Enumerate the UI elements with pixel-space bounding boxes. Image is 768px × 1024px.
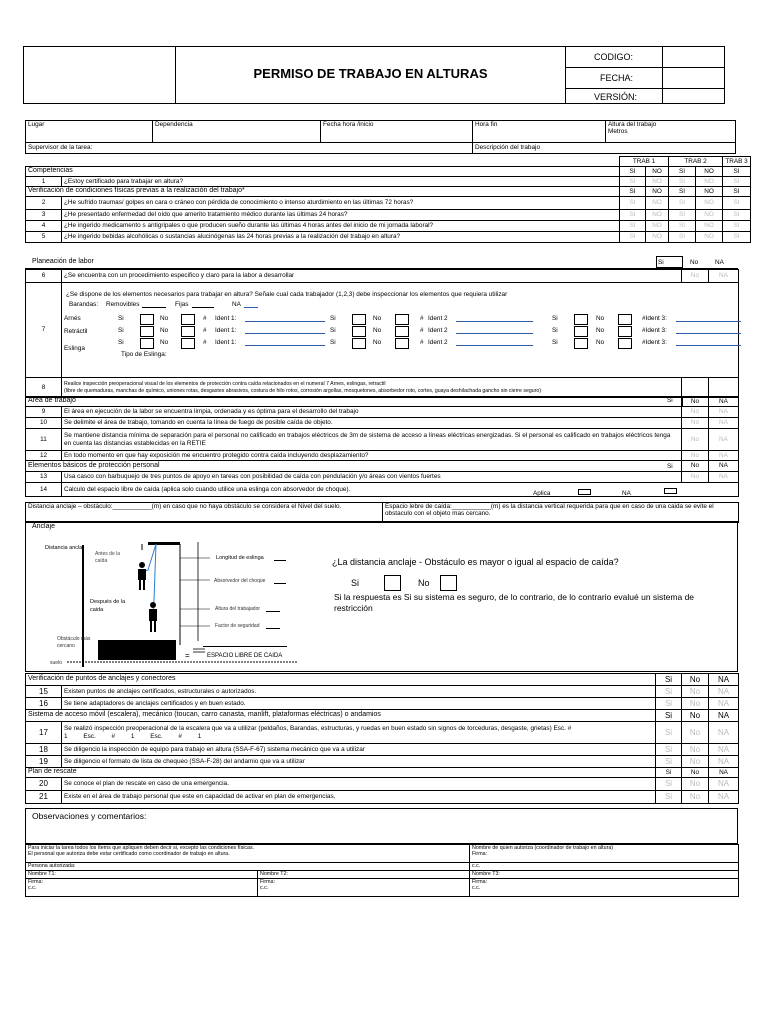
antes-caida-label: Antes de la caída [95,551,121,564]
col-na: NA [715,259,724,266]
question-text: El área en ejecución de la labor se encuentra limpia, ordenada y es óptima para el desarrollo del trabajo [62,407,682,418]
equals-sign: = [185,651,190,660]
col-no: No [690,259,699,266]
arnes-label: Arnés [64,315,81,322]
ident-label: Ident 2 [428,315,448,322]
no-label: No [418,578,430,588]
question-text: Se delimite el área de trabajo, tomando en cuenta la línea de fuego de posible caída de objeto. [62,418,682,429]
ident-label: #Ident 3: [642,339,667,346]
col-si: SI [723,187,751,197]
col-si: Si [667,463,673,470]
answer-si[interactable]: SI [723,177,751,187]
q-num: 5 [26,232,62,243]
col-no: No [682,768,709,778]
question-text: ¿Se encuentra con un procedimiento especifico y claro para la labor a desarrollar [62,270,682,283]
answer-no[interactable]: NO [646,221,669,232]
answer-si[interactable]: SI [620,210,646,221]
firma-label: Firma: [472,851,488,858]
altura-field[interactable] [606,121,736,143]
nombre-t3-field[interactable]: Nombre T3: [470,871,739,879]
no-label: No [160,327,169,334]
anchor-beam [148,542,180,545]
ident-label: Ident 2 [428,339,448,346]
answer-no[interactable]: No [682,744,709,756]
espacio-libre-field[interactable]: Espacio lebre de caída:___________(m) es la distancia vertical requerida para que en caso de una caida se evite el obstaculo con el objeto mas cercano. [383,503,739,523]
question-text: Usa casco con barbuquejo de tres puntos de apoyo en tareas con posibilidad de caída con pendulación y/o áreas con vientos fuertes [62,472,682,483]
col-no: No [682,674,709,686]
answer-si[interactable]: SI [669,210,696,221]
cc-label: c.c. [472,885,481,892]
despues-caida-label: Después de la caida [90,599,126,613]
col-na: NA [709,397,739,407]
answer-na[interactable]: NA [709,270,739,283]
answer-na[interactable]: NA [709,778,739,791]
answer-si[interactable]: SI [723,210,751,221]
answer-no[interactable]: NO [646,177,669,187]
q-num: 19 [26,756,62,768]
answer-na[interactable]: NA [709,756,739,768]
question-text: Se diligencio el formato de lista de chequeo (SSA-F-28) del andamio que va a utilizar [62,756,656,768]
hash-label: # [420,327,424,334]
answer-na[interactable]: NA [709,429,739,451]
answer-no[interactable]: No [682,698,709,710]
ident-label: Ident 1: [215,339,237,346]
no-checkbox[interactable] [395,314,409,325]
no-checkbox[interactable] [618,338,632,349]
si-checkbox[interactable] [574,338,588,349]
fijas-label: Fijas [175,301,189,308]
na-checkbox[interactable] [664,488,677,494]
eslinga-label: Eslinga [64,345,85,352]
ident-input-line[interactable] [676,333,741,334]
answer-no[interactable]: No [682,722,709,744]
col-si: Si [656,768,682,778]
col-si: Si [656,710,682,722]
ident-input-line[interactable] [456,345,533,346]
anclaje-question: ¿La distancia anclaje - Obstáculo es mayor o igual al espacio de caída? [332,557,619,567]
hash-label: # [420,315,424,322]
answer-si[interactable]: SI [723,197,751,210]
no-checkbox[interactable] [181,326,195,337]
espacio-libre-label: ESPACIO LIBRE DE CAIDA [207,653,283,659]
q-num: 18 [26,744,62,756]
no-checkbox[interactable] [618,314,632,325]
distancia-table [25,502,739,523]
si-box[interactable] [656,256,683,268]
ident-label: Ident 1: [215,327,237,334]
si-label: Si [330,315,336,322]
answer-na[interactable]: NA [709,407,739,418]
col-no: NO [646,187,669,197]
answer-si[interactable]: SI [669,221,696,232]
question-text: Existe en el área de trabajo personal que este en capacidad de activar en plan de emergencias. [62,791,656,804]
divider [565,46,566,104]
col-no: No [682,461,709,472]
question-text: ¿He presentado enfermedad del oído que amerito tratamiento médico durante las últimas 24 horas? [62,210,620,221]
si-label: Si [118,339,124,346]
col-no: NO [696,187,723,197]
trab2-header: TRAB 2 [669,157,723,167]
altura-label: Altura del trabajo [608,121,657,128]
answer-si[interactable]: Si [656,778,682,791]
q-num: 1 [26,177,62,187]
answer-no[interactable]: No [682,756,709,768]
answer-si[interactable]: SI [669,177,696,187]
hash-label: # [203,315,207,322]
cc-label[interactable]: c.c. [470,863,739,871]
removibles-line[interactable] [142,307,166,308]
ident-label: #Ident 3: [642,315,667,322]
q-num: 10 [26,418,62,429]
col-si: SI [669,167,696,177]
hash-label: # [203,339,207,346]
firma-label: Firma: [260,879,276,885]
answer-no[interactable]: No [682,418,709,429]
puntos-title: Verificación de puntos de anclajes y conectores [26,674,656,686]
longitud-eslinga-label: Longitud de eslinga [216,555,264,561]
answer-no[interactable]: NO [646,210,669,221]
firma-t1-field[interactable] [26,879,258,897]
fecha-label: FECHA: [600,73,634,83]
divider [565,67,725,68]
sistema-title: Sistema de acceso móvil (escalera), mecánico (toucan, carro canasta, manlift, plataformas eléctricas) o andamios [26,710,656,722]
answer-na[interactable]: NA [709,451,739,461]
q-num: 15 [26,686,62,698]
hash-label: # [203,327,207,334]
question-text: Se mantiene distancia mínima de separación para el personal no calificado en trabajos eléctricos de 3m de sistema de acceso a líneas eléctricas energizadas. Si el personal es calificado en trabajos eléctricos tenga en cuenta las distancias establecidas en la RETIE [62,429,682,451]
anclaje-title: Anclaje [32,523,55,530]
si-label: Si [552,339,558,346]
q17-line1: Se realizó inspección preoperacional de la escalera que va a utilizar (peldaños, Barandas, estructuras, y ruedas en buen estado sin signos de torceduras, desgaste, grietas) Esc. # [64,725,572,733]
trab1-header: TRAB 1 [620,157,669,167]
question-text: Se tiene adaptadores de anclajes certificados y en buen estado. [62,698,656,710]
si-checkbox[interactable] [140,338,154,349]
cc-label: c.c. [28,885,37,892]
ident-input-line[interactable] [456,321,533,322]
lugar-field[interactable]: Lugar [26,121,153,143]
competencias-table [25,156,751,243]
q-num: 17 [26,722,62,744]
firma-label: Firma: [28,879,44,885]
q1-text: ¿Estoy certificado para trabajar en altura? [62,177,620,187]
worker-after-icon [150,602,156,608]
no-checkbox[interactable] [395,326,409,337]
elementos-title: Elementos básicos de protección personal [26,461,682,472]
nombre-t2-field[interactable]: Nombre T2: [258,871,470,879]
firma-t3-field[interactable] [470,879,739,897]
verif-title: Verificación de condiciones físicas previas a la realización del trabajo* [26,187,620,197]
answer-si[interactable]: SI [620,221,646,232]
answer-si[interactable]: SI [723,221,751,232]
answer-si[interactable]: Si [656,744,682,756]
removibles-label: Removibles [106,301,140,308]
ident-input-line[interactable] [676,321,741,322]
si-checkbox[interactable] [384,575,401,591]
col-no: NO [696,167,723,177]
col-na: NA [709,768,739,778]
answer-na[interactable]: NA [709,791,739,804]
col-si: Si [667,397,673,404]
answer-no[interactable]: No [682,407,709,418]
q-num: 14 [26,483,62,497]
answer-si[interactable]: Si [656,791,682,804]
si-label: Si [330,339,336,346]
col-na: NA [709,674,739,686]
absorbedor-label: Absorvedor del choque [214,578,266,584]
altura-trabajador-label: Altura del trabajador [215,606,261,612]
si-checkbox[interactable] [140,314,154,325]
aplica-checkbox[interactable] [578,489,591,495]
area-table [25,396,739,497]
answer-no[interactable]: NO [646,197,669,210]
si-checkbox[interactable] [574,314,588,325]
ident-input-line[interactable] [245,321,325,322]
note-1: Para iniciar la tarea todos los ítems que apliquen deben decir si, excepto las condiciones físicas. [28,845,255,851]
no-label: No [373,339,382,346]
si-label: Si [552,327,558,334]
nombre-t1-field[interactable]: Nombre T1: [26,871,258,879]
ident-label: Ident 2 [428,327,448,334]
barandas-label: Barandas: [69,301,99,308]
descripcion-field[interactable]: Descripción del trabajo [473,143,736,154]
trab3-header: TRAB 3 [723,157,751,167]
divider [662,46,663,104]
lanyard-before [142,544,156,572]
question-text: ¿He sufrido traumas/ golpes en cara o cráneo con pérdida de conocimiento o intenso aturdimiento en las últimas 72 horas? [62,197,620,210]
page-title: PERMISO DE TRABAJO EN ALTURAS [253,66,488,81]
puntos-table [25,673,739,804]
q-num: 13 [26,472,62,483]
firma-t2-field[interactable] [258,879,470,897]
answer-no[interactable]: No [682,778,709,791]
answer-si[interactable]: Si [656,722,682,744]
hash-label: # [420,339,424,346]
no-checkbox[interactable] [181,314,195,325]
answer-no[interactable]: NO [646,232,669,243]
col-na: NA [709,461,739,472]
col-si: Si [656,674,682,686]
no-label: No [160,315,169,322]
codigo-label: CODIGO: [594,52,634,62]
q-num: 12 [26,451,62,461]
answer-si[interactable]: Si [656,698,682,710]
answer-si[interactable]: Si [656,756,682,768]
si-checkbox[interactable] [574,326,588,337]
answer-na[interactable]: NA [709,418,739,429]
si-checkbox[interactable] [352,326,366,337]
q-num: 8 [26,378,62,398]
no-label: No [373,315,382,322]
no-checkbox[interactable] [181,338,195,349]
si-label: Si [118,327,124,334]
notes-cell [26,845,470,863]
ident-input-line[interactable] [676,345,741,346]
distancia-anclaje-label: Distancia ancla [45,545,83,551]
q-num: 6 [26,270,62,283]
distancia-anclaje-field[interactable]: Distancia anclaje – obstáculo:___________(m) en caso que no haya obstáculo se considera el Nivel del suelo. [26,503,383,523]
ident-label: #Ident 3: [642,327,667,334]
col-no: NO [646,167,669,177]
obstacle-block [98,640,176,660]
q17-cell [62,722,656,744]
ident-input-line[interactable] [456,333,533,334]
si-label: Si [118,315,124,322]
q-num: 2 [26,197,62,210]
hora-fin-field[interactable]: Hora fin [473,121,606,143]
col-si: SI [620,187,646,197]
competencias-title: Competencias [26,167,620,177]
nombre-autoriza-label: Nombre de quien autoriza (coordinador de trabajo en altura) [472,845,614,851]
answer-no[interactable]: NO [696,197,723,210]
si-checkbox[interactable] [352,338,366,349]
q8-line1: Realice inspección preoperacional visual de los elementos de protección contra caída relacionados en el numeral 7 Arnes, eslingas, retractil [64,381,386,388]
na-line[interactable] [244,307,258,308]
q-num: 9 [26,407,62,418]
si-checkbox[interactable] [140,326,154,337]
info-table [25,120,736,154]
area-title: Area de trabajo [26,397,682,407]
answer-no[interactable]: No [682,451,709,461]
col-si: SI [669,187,696,197]
dependencia-field[interactable]: Dependencia [153,121,321,143]
lanyard-after [153,544,156,612]
cc-label: c.c. [260,885,269,892]
q-num: 11 [26,429,62,451]
fecha-inicio-field[interactable]: Fecha hora /inicio [321,121,473,143]
col-si: SI [723,167,751,177]
col-na: NA [709,710,739,722]
q8-line2: (libre de quemaduras, manchas de químico, uniones rotas, desgastes abrasivos, costura de hilo rotos, corrosión argollas, mosquetones, absorbedor roto, cortes, guaya deshilachada gancho sin cierre seguro) [64,387,541,394]
q-num: 7 [26,283,62,378]
answer-no[interactable]: No [682,686,709,698]
col-no: No [682,397,709,407]
answer-no[interactable]: NO [696,221,723,232]
question-text: Se conoce el plan de rescate en caso de una emergencia. [62,778,656,791]
q-num: 16 [26,698,62,710]
answer-si[interactable]: SI [620,197,646,210]
q-num: 3 [26,210,62,221]
answer-no[interactable]: NO [696,177,723,187]
no-checkbox[interactable] [440,575,457,591]
no-checkbox[interactable] [395,338,409,349]
rescate-title: Plan de rescate [26,768,656,778]
version-label: VERSIÓN: [594,92,638,102]
answer-no[interactable]: No [682,429,709,451]
q17-line2: 1 Esc. # 1 Esc. # 1 [64,732,202,740]
q7-text: ¿Se dispone de los elementos necesarios para trabajar en altura? Señale cual cada trabajador (1,2,3) debe inspeccionar los elementos que requiera utilizar [66,291,508,298]
planeacion-title: Planeación de labor [32,258,94,265]
q-num: 20 [26,778,62,791]
question-text: Se diligencio la inspección de equipo para trabajo en altura (SSA-F-67) sistema mecánico que va a utilizar [62,744,656,756]
note-2: El personal que autoriza debe estar certificado como coordinador de trabajo en altura. [28,851,230,858]
answer-no[interactable]: NO [696,232,723,243]
metros-label: Metros [608,128,628,136]
worker-before-icon [139,562,145,568]
no-label: No [596,327,605,334]
ident-input-line[interactable] [245,333,325,334]
firma-label: Firma: [472,879,488,885]
no-label: No [596,315,605,322]
answer-si[interactable]: Si [656,686,682,698]
si-label: Si [330,327,336,334]
suelo-label: suelo [50,660,62,666]
aplica-label: Aplica [533,490,551,497]
si-checkbox[interactable] [352,314,366,325]
col-si: SI [620,167,646,177]
answer-na[interactable]: NA [709,722,739,744]
answer-na[interactable]: NA [709,698,739,710]
answer-si[interactable]: SI [669,232,696,243]
autoriza-cell[interactable] [470,845,739,863]
supervisor-field[interactable]: Supervisor de la tarea: [26,143,473,154]
fijas-line[interactable] [192,307,214,308]
answer-no[interactable]: No [682,791,709,804]
persona-autorizada-label: Persona autorizada: [26,863,470,871]
divider [565,88,725,89]
ident-input-line[interactable] [245,345,325,346]
factor-seguridad-label: Factor de seguridad [215,623,260,629]
no-label: No [160,339,169,346]
answer-si[interactable]: SI [723,232,751,243]
question-text: Existen puntos de anclajes certificados, estructurales o autorizados. [62,686,656,698]
na-label: NA [232,301,241,308]
question-text: ¿He ingerido bebidas alcohólicas o sustancias alucinógenas las 24 horas previas a la realización del trabajo en altura? [62,232,620,243]
ident-label: Ident 1: [215,315,237,322]
question-text: En todo momento en que hay exposición me encuentro protegido contra caída incluyendo desplazamiento? [62,451,682,461]
answer-si[interactable]: SI [620,232,646,243]
obstaculo-label: Obstáculo más cercano [57,636,91,649]
answer-si[interactable]: SI [669,197,696,210]
col-no: No [682,710,709,722]
na-label: NA [622,490,631,497]
q8-cell [62,378,682,398]
answer-si[interactable]: SI [620,177,646,187]
answer-na[interactable]: NA [709,472,739,483]
firmas-table [25,844,739,897]
q-num: 21 [26,791,62,804]
answer-na[interactable]: NA [709,744,739,756]
q-num: 4 [26,221,62,232]
tipo-eslinga-label: Tipo de Eslinga: [121,351,167,358]
col-si: Si [658,259,664,266]
fall-clearance-diagram [30,530,300,670]
anclaje-note: Si la respuesta es Si su sistema es seguro, de lo contrario, de lo contrario evalué un sistema de restricción [334,592,695,614]
si-label: Si [552,315,558,322]
answer-no[interactable]: No [682,472,709,483]
retractil-label: Retráctil [64,328,88,335]
question-text: Calculo del espacio libre de caída (aplica solo cuando utilice una eslinga con absorvedor de choque). [62,483,739,497]
no-label: No [596,339,605,346]
answer-na[interactable]: NA [709,686,739,698]
question-text: ¿He ingerido medicamento s antigripales o que producen sueño durante las últimas 4 horas antes del inicio de mi jornada laboral? [62,221,620,232]
observaciones-label: Observaciones y comentarios: [32,811,147,821]
answer-no[interactable]: NO [696,210,723,221]
no-checkbox[interactable] [618,326,632,337]
no-label: No [373,327,382,334]
answer-no[interactable]: No [682,270,709,283]
si-label: Si [351,578,360,588]
